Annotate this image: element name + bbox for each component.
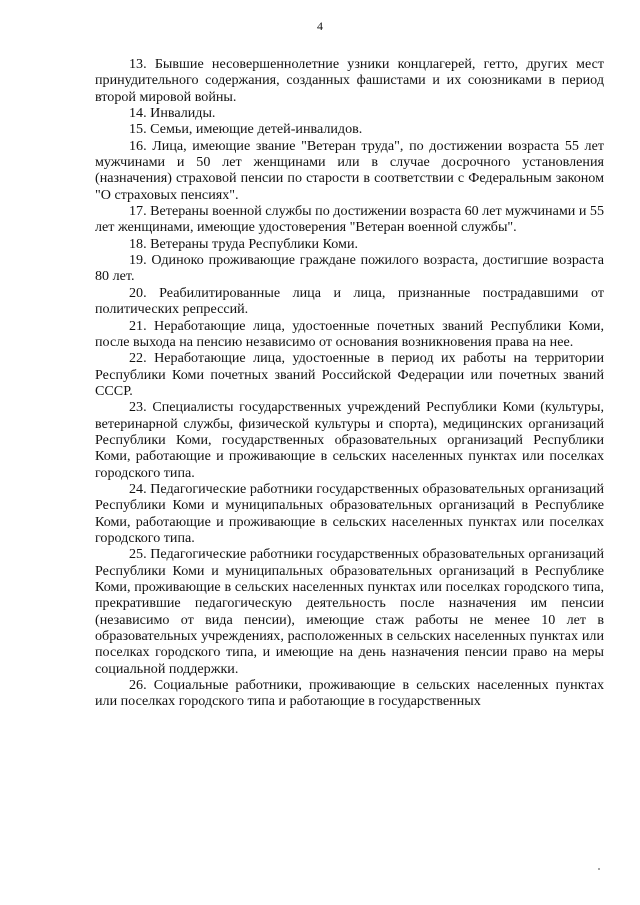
list-item-13: 13. Бывшие несовершеннолетние узники концлагерей, гетто, других мест принудительного содержания, созданных фашистами и их союзниками в период второй мировой войны. (95, 56, 604, 105)
list-item-23: 23. Специалисты государственных учреждений Республики Коми (культуры, ветеринарной службы, физической культуры и спорта), медицинских организаций Республики Коми, государственных образовательных организаций Республики Коми, работающие и проживающие в сельских населенных пунктах или поселках городского типа. (95, 399, 604, 481)
list-item-22: 22. Неработающие лица, удостоенные в период их работы на территории Республики Коми почетных званий Российской Федерации или почетных званий СССР. (95, 350, 604, 399)
list-item-25: 25. Педагогические работники государственных образовательных организаций Республики Коми и муниципальных образовательных организаций в Республике Коми, проживающие в сельских населенных пунктах или поселках городского типа, прекратившие педагогическую деятельность после назначения им пенсии (независимо от вида пенсии), имеющие стаж работы не менее 10 лет в образовательных учреждениях, расположенных в сельских населенных пунктах или поселках городского типа, и имеющие на день назначения пенсии право на меры социальной поддержки. (95, 546, 604, 677)
list-item-24: 24. Педагогические работники государственных образовательных организаций Республики Коми и муниципальных образовательных организаций в Республике Коми, работающие и проживающие в сельских населенных пунктах или поселках городского типа. (95, 480, 604, 546)
list-item-21: 21. Неработающие лица, удостоенные почетных званий Республики Коми, после выхода на пенсию независимо от основания возникновения права на нее. (95, 317, 604, 350)
list-item-19: 19. Одиноко проживающие граждане пожилого возраста, достигшие возраста 80 лет. (95, 252, 604, 285)
list-item-14: 14. Инвалиды. (129, 105, 216, 122)
list-item-18: 18. Ветераны труда Республики Коми. (129, 235, 359, 252)
list-item-17: 17. Ветераны военной службы по достижении возраста 60 лет мужчинами и 55 лет женщинами, имеющие удостоверения "Ветеран военной службы". (95, 203, 604, 236)
list-item-20: 20. Реабилитированные лица и лица, признанные пострадавшими от политических репрессий. (95, 284, 604, 318)
document-body (95, 56, 604, 710)
scan-speck (598, 868, 600, 870)
list-item-16: 16. Лица, имеющие звание "Ветеран труда", по достижении возраста 55 лет мужчинами и 50 лет женщинами или в случае досрочного установления (назначения) страховой пенсии по старости в соответствии с Федеральным законом "О страховых пенсиях". (95, 137, 604, 203)
list-item-15: 15. Семьи, имеющие детей-инвалидов. (129, 121, 363, 138)
page-number: 4 (317, 19, 323, 33)
list-item-26: 26. Социальные работники, проживающие в сельских населенных пунктах или поселках городского типа и работающие в государственных (95, 677, 604, 710)
